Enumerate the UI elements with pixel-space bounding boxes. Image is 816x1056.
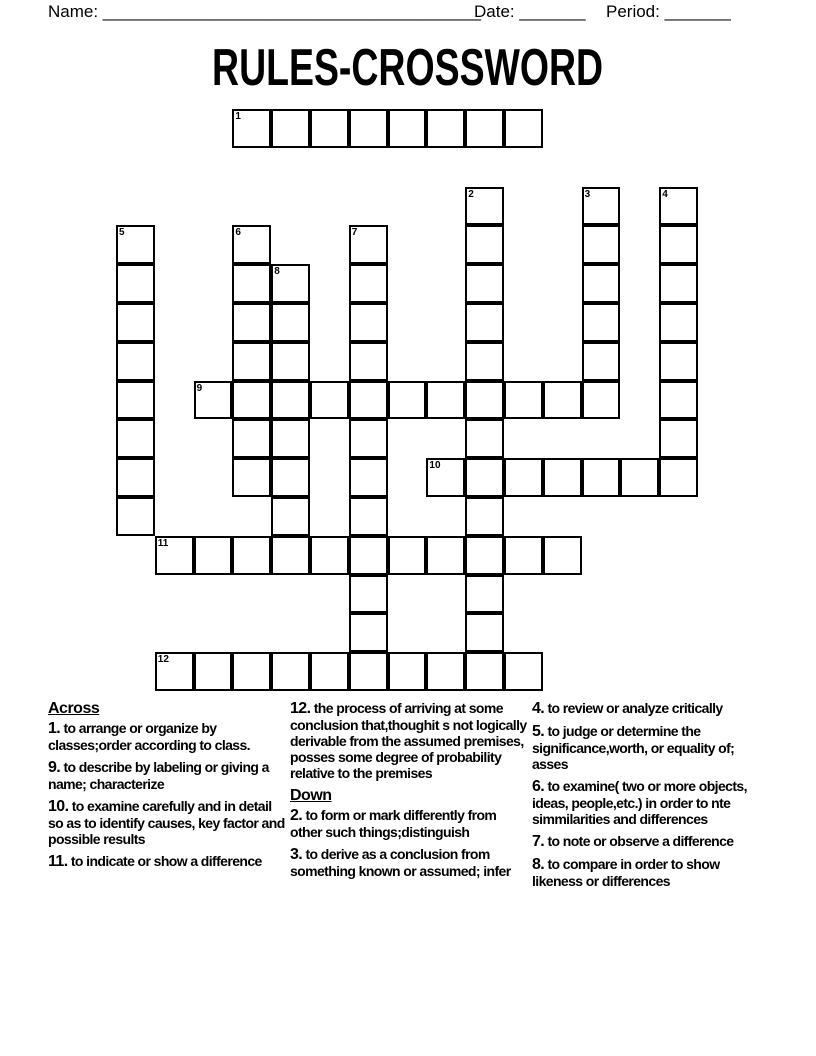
grid-cell[interactable]	[271, 458, 310, 497]
grid-cell[interactable]	[310, 381, 349, 420]
grid-cell[interactable]	[659, 458, 698, 497]
clue-down-2: 2. to form or mark differently from other such things;distinguish	[290, 807, 497, 840]
grid-cell[interactable]	[271, 109, 310, 148]
grid-cell[interactable]	[232, 342, 271, 381]
grid-cell[interactable]	[659, 342, 698, 381]
grid-cell[interactable]	[116, 497, 155, 536]
grid-cell[interactable]	[465, 303, 504, 342]
grid-cell[interactable]	[349, 264, 388, 303]
cell-number: 6	[235, 227, 241, 239]
clue-across-10: 10. to examine carefully and in detail so as to identify causes, key factor and possible results	[48, 798, 285, 847]
grid-cell[interactable]	[349, 225, 388, 264]
down-heading: Down	[290, 787, 332, 804]
date-field: Date: _______	[474, 2, 586, 21]
grid-cell[interactable]	[465, 613, 504, 652]
grid-cell[interactable]	[465, 419, 504, 458]
grid-cell[interactable]	[232, 264, 271, 303]
across-heading: Across	[48, 700, 100, 717]
grid-cell[interactable]	[232, 303, 271, 342]
clue-across-9: 9. to describe by labeling or giving a name; characterize	[48, 759, 269, 792]
grid-cell[interactable]	[310, 536, 349, 575]
grid-cell[interactable]	[271, 381, 310, 420]
grid-cell[interactable]	[232, 536, 271, 575]
grid-cell[interactable]	[155, 652, 194, 691]
grid-cell[interactable]	[310, 109, 349, 148]
grid-cell[interactable]	[349, 575, 388, 614]
grid-cell[interactable]	[116, 225, 155, 264]
grid-cell[interactable]	[271, 419, 310, 458]
grid-cell[interactable]	[232, 652, 271, 691]
grid-cell[interactable]	[504, 536, 543, 575]
grid-cell[interactable]	[271, 342, 310, 381]
grid-cell[interactable]	[349, 613, 388, 652]
clues-column-2	[290, 700, 530, 885]
clue-across-1: 1. to arrange or organize by classes;order according to class.	[48, 720, 250, 753]
clue-down-6: 6. to examine( two or more objects, ideas, people,etc.) in order to nte simmilarities and differences	[532, 778, 747, 827]
cell-number: 3	[584, 188, 591, 200]
grid-cell[interactable]	[271, 303, 310, 342]
grid-cell[interactable]	[465, 264, 504, 303]
clue-down-5: 5. to judge or determine the significance,worth, or equality of; asses	[532, 723, 735, 772]
cell-number: 7	[351, 227, 358, 239]
cell-number: 1	[235, 111, 241, 122]
grid-cell[interactable]	[620, 458, 659, 497]
grid-cell[interactable]	[582, 225, 621, 264]
clue-down-7: 7. to note or observe a difference	[532, 833, 734, 850]
grid-cell[interactable]	[426, 536, 465, 575]
cell-number: 5	[119, 227, 125, 239]
grid-cell[interactable]	[232, 458, 271, 497]
grid-cell[interactable]	[116, 264, 155, 303]
grid-cell[interactable]	[349, 652, 388, 691]
grid-cell[interactable]	[659, 419, 698, 458]
grid-cell[interactable]	[194, 536, 233, 575]
grid-cell[interactable]	[155, 536, 194, 575]
clue-down-3: 3. to derive as a conclusion from something known or assumed; infer	[290, 846, 511, 879]
grid-cell[interactable]	[504, 381, 543, 420]
grid-cell[interactable]	[349, 109, 388, 148]
grid-cell[interactable]	[232, 381, 271, 420]
grid-cell[interactable]	[465, 458, 504, 497]
grid-cell[interactable]	[194, 652, 233, 691]
grid-cell[interactable]	[388, 536, 427, 575]
cell-number: 2	[468, 188, 474, 200]
grid-cell[interactable]	[659, 303, 698, 342]
grid-cell[interactable]	[349, 419, 388, 458]
grid-cell[interactable]	[465, 342, 504, 381]
grid-cell[interactable]	[465, 652, 504, 691]
grid-cell[interactable]	[465, 225, 504, 264]
cell-number: 8	[274, 266, 280, 278]
clues-column-3	[532, 700, 772, 895]
grid-cell[interactable]	[116, 458, 155, 497]
grid-cell[interactable]	[543, 458, 582, 497]
cell-number: 12	[157, 654, 169, 666]
grid-cell[interactable]	[194, 381, 233, 420]
grid-cell[interactable]	[116, 303, 155, 342]
grid-cell[interactable]	[232, 419, 271, 458]
grid-cell[interactable]	[426, 381, 465, 420]
grid-cell[interactable]	[582, 187, 621, 226]
grid-cell[interactable]	[116, 381, 155, 420]
grid-cell[interactable]	[465, 381, 504, 420]
cell-number: 10	[429, 460, 441, 472]
grid-cell[interactable]	[116, 419, 155, 458]
clue-across-12: 12. the process of arriving at some conclusion that,thoughit s not logically derivable from the assumed premises, posses some degree of probability relative to the premises	[290, 700, 527, 781]
period-field: Period: _______	[606, 2, 731, 21]
grid-cell[interactable]	[659, 264, 698, 303]
grid-cell[interactable]	[504, 109, 543, 148]
grid-cell[interactable]	[310, 652, 349, 691]
grid-cell[interactable]	[659, 381, 698, 420]
grid-cell[interactable]	[349, 303, 388, 342]
grid-cell[interactable]	[271, 652, 310, 691]
cell-number: 4	[662, 188, 668, 200]
grid-cell[interactable]	[232, 225, 271, 264]
grid-cell[interactable]	[582, 381, 621, 420]
name-field: Name: ________________________________________	[48, 2, 481, 21]
grid-cell[interactable]	[271, 264, 310, 303]
cell-number: 9	[196, 382, 203, 394]
grid-cell[interactable]	[426, 652, 465, 691]
grid-cell[interactable]	[465, 536, 504, 575]
grid-cell[interactable]	[582, 342, 621, 381]
grid-cell[interactable]	[349, 381, 388, 420]
grid-cell[interactable]	[504, 458, 543, 497]
grid-cell[interactable]	[271, 497, 310, 536]
grid-cell[interactable]	[349, 497, 388, 536]
grid-cell[interactable]	[349, 342, 388, 381]
grid-cell[interactable]	[582, 303, 621, 342]
grid-cell[interactable]	[426, 109, 465, 148]
grid-cell[interactable]	[543, 381, 582, 420]
grid-cell[interactable]	[504, 652, 543, 691]
grid-cell[interactable]	[659, 187, 698, 226]
grid-cell[interactable]	[465, 575, 504, 614]
grid-cell[interactable]	[465, 497, 504, 536]
clues-column-1	[48, 700, 288, 876]
grid-cell[interactable]	[232, 109, 271, 148]
grid-cell[interactable]	[271, 536, 310, 575]
grid-cell[interactable]	[388, 381, 427, 420]
grid-cell[interactable]	[116, 342, 155, 381]
grid-cell[interactable]	[543, 536, 582, 575]
title-text: RULES-CROSSWORD	[212, 39, 604, 97]
grid-cell[interactable]	[582, 458, 621, 497]
grid-cell[interactable]	[349, 536, 388, 575]
grid-cell[interactable]	[349, 458, 388, 497]
clue-down-4: 4. to review or analyze critically	[532, 700, 723, 717]
grid-cell[interactable]	[388, 109, 427, 148]
clue-down-8: 8. to compare in order to show likeness or differences	[532, 856, 720, 889]
grid-cell[interactable]	[426, 458, 465, 497]
grid-cell[interactable]	[659, 225, 698, 264]
grid-cell[interactable]	[388, 652, 427, 691]
grid-cell[interactable]	[582, 264, 621, 303]
clue-across-11: 11. to indicate or show a difference	[48, 853, 262, 870]
cell-number: 11	[157, 537, 169, 549]
grid-cell[interactable]	[465, 187, 504, 226]
grid-cell[interactable]	[465, 109, 504, 148]
